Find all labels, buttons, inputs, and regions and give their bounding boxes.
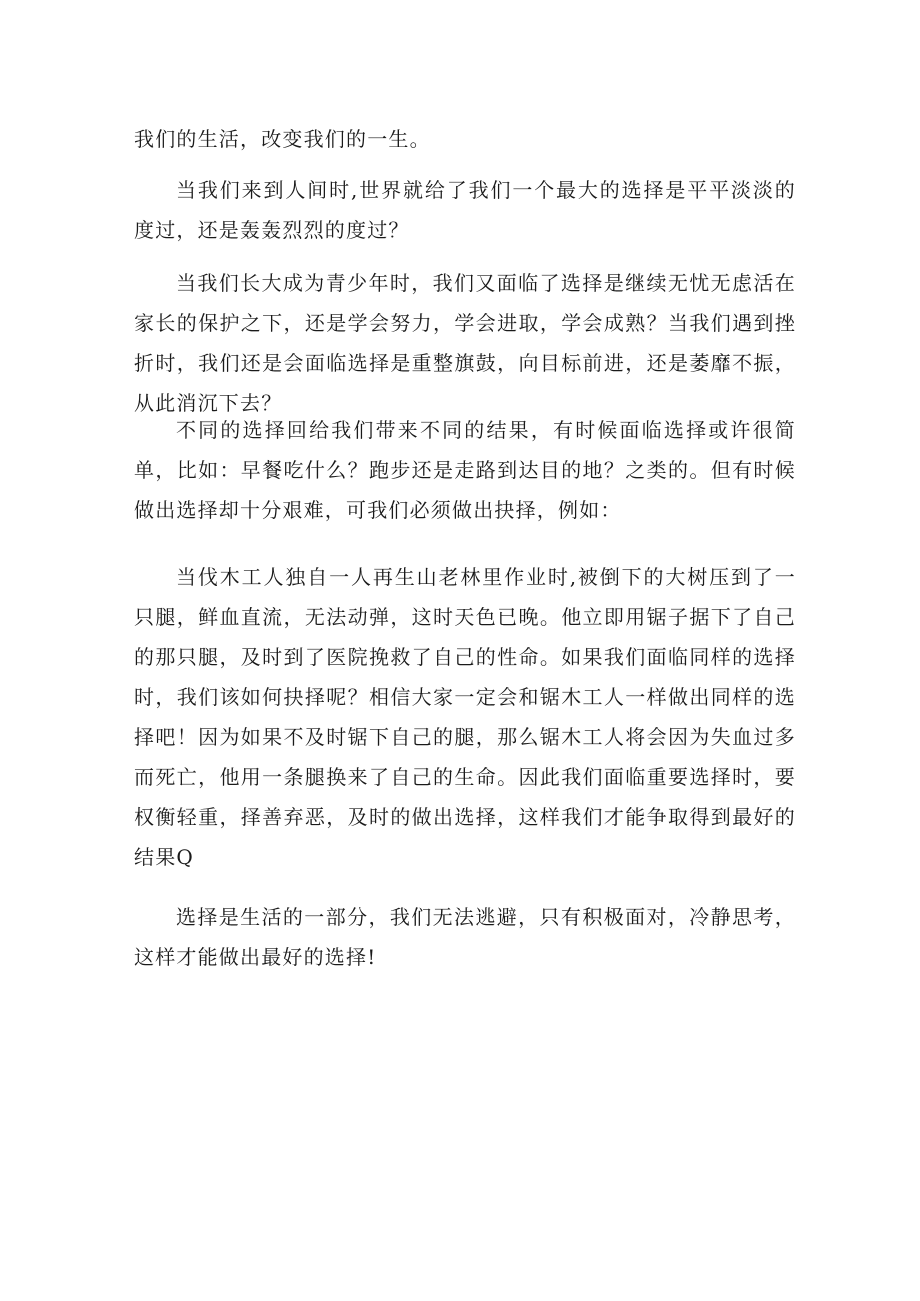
- paragraph-conclusion: 选择是生活的一部分，我们无法逃避，只有积极面对，冷静思考，这样才能做出最好的选择!: [134, 905, 796, 969]
- paragraph-lumberjack-story: 当伐木工人独自一人再生山老林里作业时,被倒下的大树压到了一只腿，鲜血直流，无法动弹，这时天色已晚。他立即用锯子据下了自己的那只腿，及时到了医院挽救了自己的性命。如果我们面临同样的选择时，我们该如何抉择呢？相信大家一定会和锯木工人一样做出同样的选择吧！因为如果不及时锯下自己的腿，那么锯木工人将会因为失血过多而死亡，他用一条腿换来了自己的生命。因此我们面临重要选择时，要权衡轻重，择善弃恶，及时的做出选择，这样我们才能争取得到最好的结果Q: [134, 565, 796, 869]
- paragraph-adolescence-choice: 当我们长大成为青少年时，我们又面临了选择是继续无忧无虑活在家长的保护之下，还是学会努力，学会进取，学会成熟？当我们遇到挫折时，我们还是会面临选择是重整旗鼓，向目标前进，还是萎靡不振，从此消沉下去？: [134, 271, 796, 415]
- paragraph-continuation: 我们的生活，改变我们的一生。: [134, 127, 431, 151]
- paragraph-birth-choice: 当我们来到人间时,世界就给了我们一个最大的选择是平平淡淡的度过，还是轰轰烈烈的度过？: [134, 178, 796, 242]
- paragraph-different-results: 不同的选择回给我们带来不同的结果，有时候面临选择或许很简单，比如：早餐吃什么？跑步还是走路到达目的地？之类的。但有时候做出选择却十分艰难，可我们必须做出抉择，例如：: [134, 418, 796, 522]
